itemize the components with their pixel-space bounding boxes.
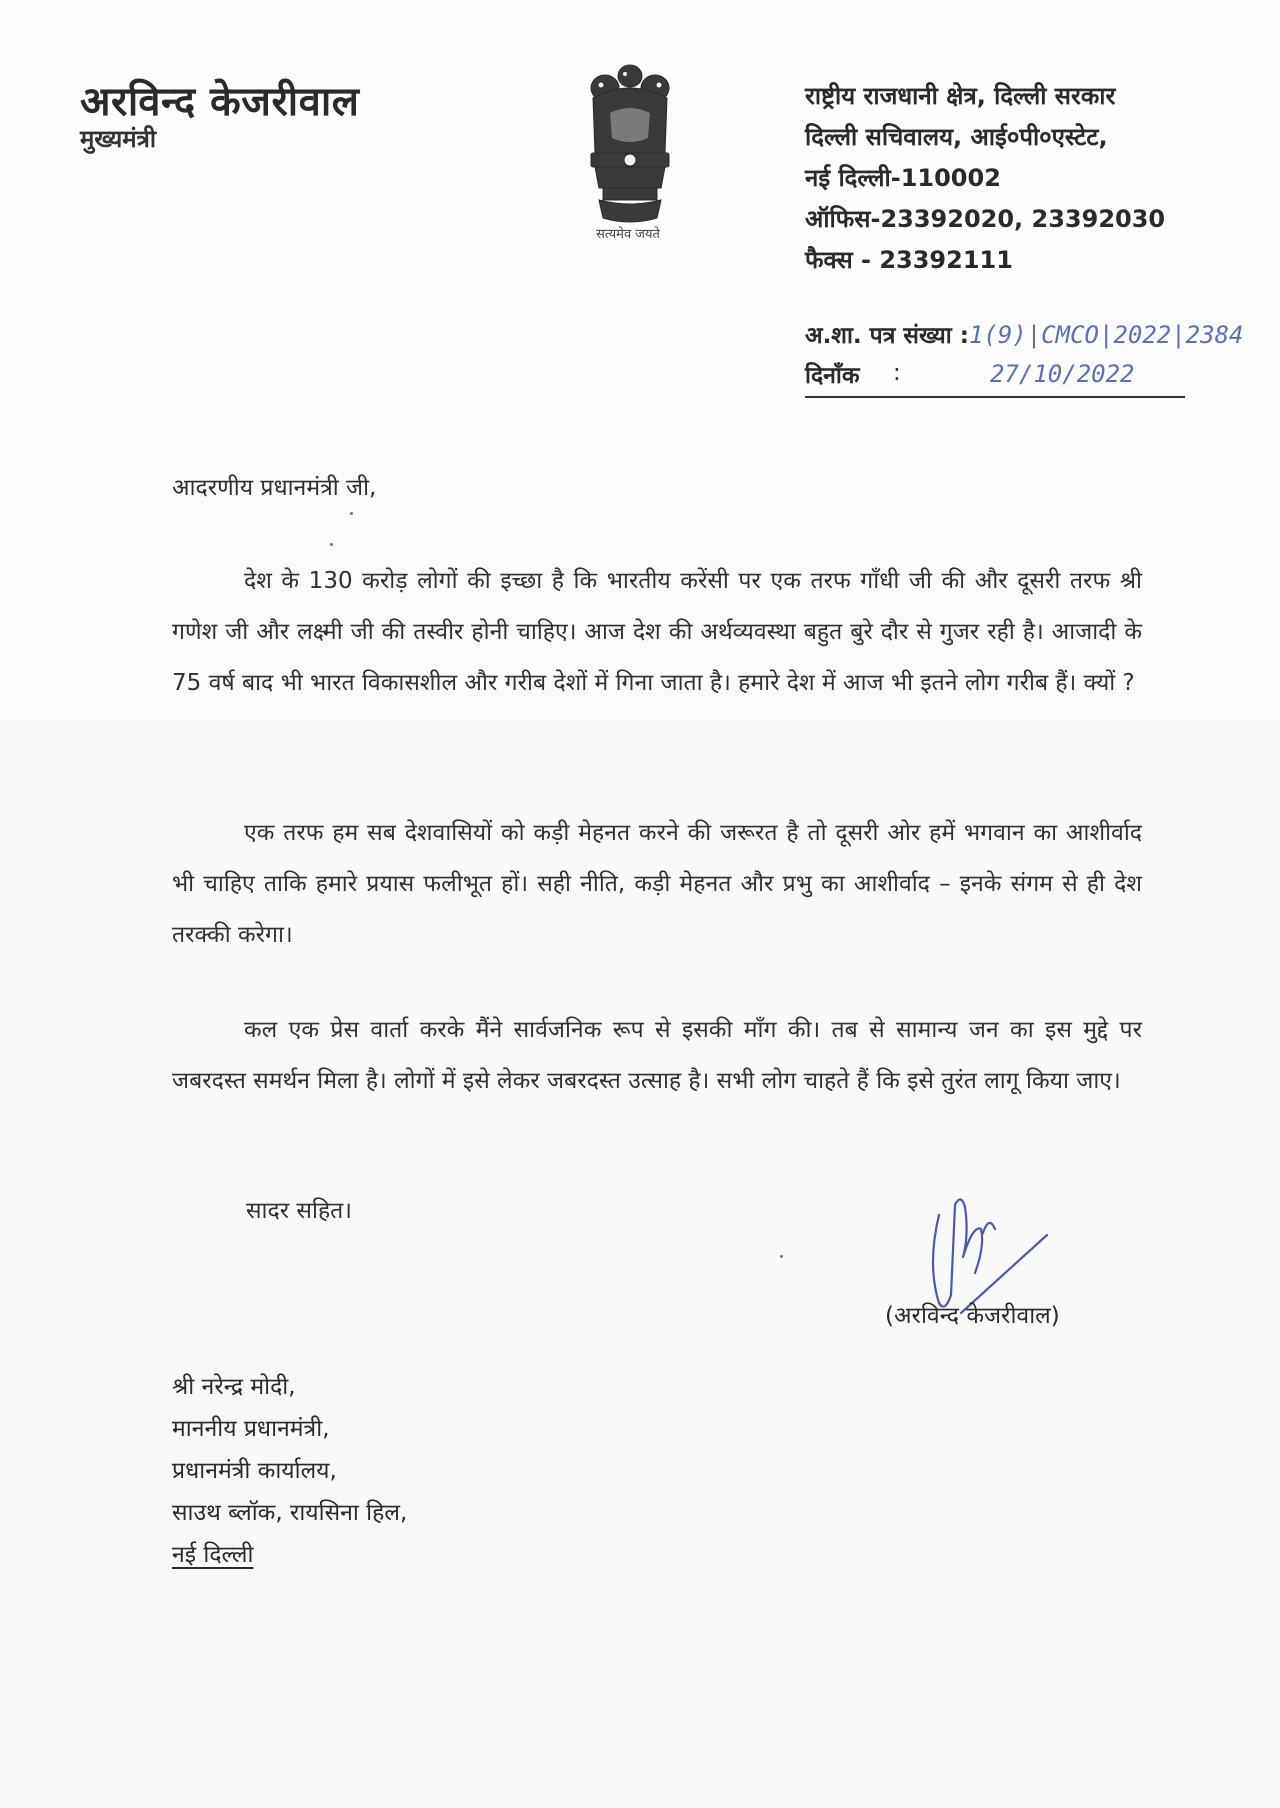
sender-designation: मुख्यमंत्री [80,125,157,153]
address-line: ऑफिस-23392020, 23392030 [805,205,1166,233]
emblem-motto: सत्यमेव जयते [596,227,660,242]
date-label: दिनाँक [805,363,860,389]
body-paragraph: कल एक प्रेस वार्ता करके मैंने सार्वजनिक रूप से इसकी माँग की। तब से सामान्य जन का इस मुद्दे पर जबरदस्त समर्थन मिला है। लोगों में इसे लेकर जबरदस्त उत्साह है। सभी लोग चाहते हैं कि इसे तुरंत लागू किया जाए। [172,1017,1142,1094]
body-paragraph: एक तरफ हम सब देशवासियों को कड़ी मेहनत करने की जरूरत है तो दूसरी ओर हमें भगवान का आशीर्वाद भी चाहिए ताकि हमारे प्रयास फलीभूत हों। सही नीति, कड़ी मेहनत और प्रभु का आशीर्वाद – इनके संगम से ही देश तरक्की करेगा। [172,820,1142,948]
reference-number-row [805,318,1244,358]
date-value: 27/10/2022 [990,360,1135,388]
scan-speck [330,543,333,546]
date-separator: : [893,360,901,386]
recipient-address [172,1366,407,1576]
recipient-city-text: नई दिल्ली [172,1542,254,1568]
address-line: राष्ट्रीय राजधानी क्षेत्र, दिल्ली सरकार [805,82,1116,110]
date-row [805,358,1185,398]
salutation: आदरणीय प्रधानमंत्री जी, [172,475,377,501]
closing-line: सादर सहित। [246,1198,352,1224]
recipient-line: प्रधानमंत्री कार्यालय, [172,1458,337,1484]
recipient-line: श्री नरेन्द्र मोदी, [172,1374,296,1400]
recipient-city [172,1534,407,1576]
address-line: फैक्स - 23392111 [805,246,1013,274]
scan-speck [350,512,353,515]
recipient-line: साउथ ब्लॉक, रायसिना हिल, [172,1500,408,1526]
signature-name: (अरविन्द केजरीवाल) [885,1303,1060,1329]
reference-label: अ.शा. पत्र संख्या : [805,323,969,349]
reference-number: 1(9)|CMCO|2022|2384 [968,321,1244,349]
national-emblem-icon [565,58,695,248]
recipient-line: माननीय प्रधानमंत्री, [172,1416,330,1442]
scan-speck [780,1255,783,1258]
address-line: नई दिल्ली-110002 [805,164,1001,192]
body-paragraph: देश के 130 करोड़ लोगों की इच्छा है कि भारतीय करेंसी पर एक तरफ गाँधी जी की और दूसरी तरफ श्री गणेश जी और लक्ष्मी जी की तस्वीर होनी चाहिए। आज देश की अर्थव्यवस्था बहुत बुरे दौर से गुजर रही है। आजादी के 75 वर्ष बाद भी भारत विकासशील और गरीब देशों में गिना जाता है। हमारे देश में आज भी इतने लोग गरीब हैं। क्यों ? [172,568,1142,696]
reference-block [805,318,1244,398]
office-address [805,76,1165,281]
address-line: दिल्ली सचिवालय, आई०पी०एस्टेट, [805,123,1108,151]
reference-underline [805,396,1185,398]
sender-name: अरविन्द केजरीवाल [80,79,360,125]
